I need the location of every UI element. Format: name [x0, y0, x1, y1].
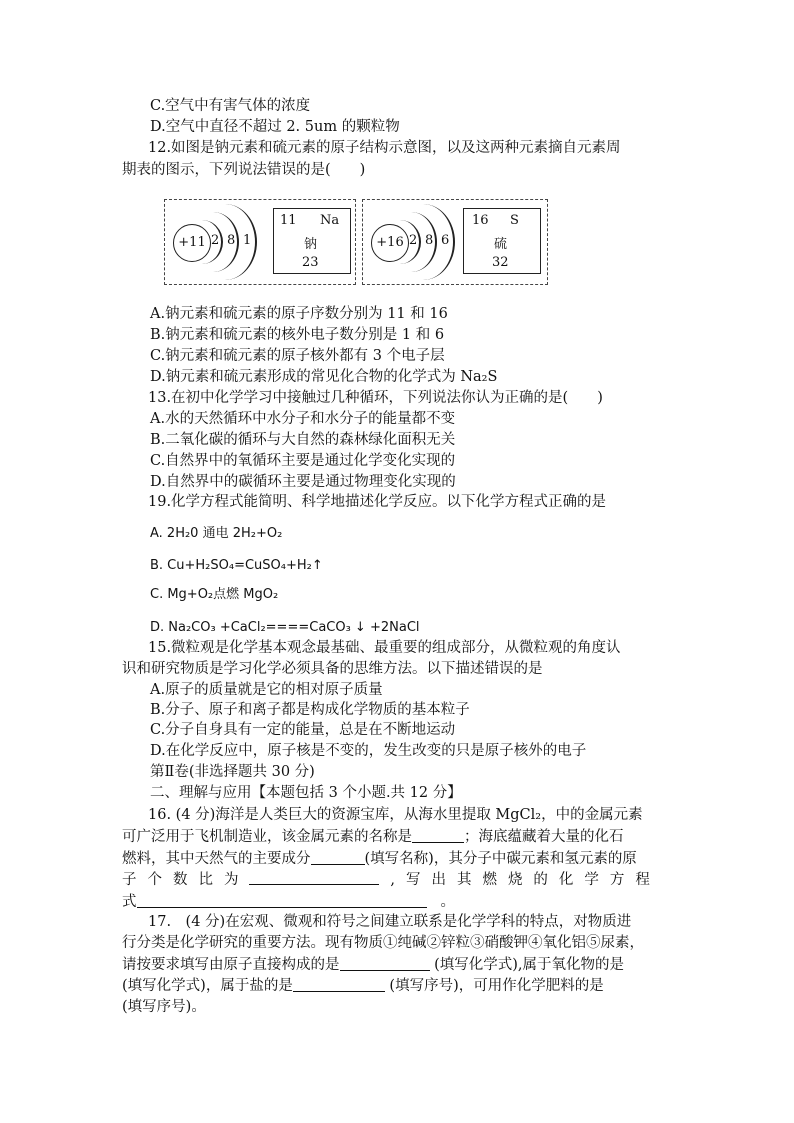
q16-char: 其: [456, 872, 472, 888]
q16-char: 个: [147, 872, 162, 888]
answer-blank[interactable]: [293, 977, 385, 992]
q12-option-b: B.钠元素和硫元素的核外电子数分别是 1 和 6: [150, 327, 445, 343]
q15-option-a: A.原子的质量就是它的相对原子质量: [150, 682, 383, 698]
q14-option-d: D. Na₂CO₃ +CaCl₂====CaCO₃ ↓ +2NaCl: [150, 620, 420, 635]
q16-line2: [122, 827, 624, 847]
q15-option-c: C.分子自身具有一定的能量，总是在不断地运动: [150, 722, 456, 738]
q15-stem-line2: 识和研究物质是学习化学必须具备的思维方法。以下描述错误的是: [122, 661, 543, 677]
q12-stem-line2: 期表的图示，下列说法错误的是( ): [122, 162, 366, 178]
q16-char: 出: [431, 872, 446, 888]
q14-option-a: A. 2H₂0 通电 2H₂+O₂: [150, 526, 283, 541]
q16-char: 数: [172, 872, 188, 888]
shell-electrons: 2: [211, 233, 220, 248]
q14-option-c: C. Mg+O₂点燃 MgO₂: [150, 587, 279, 602]
q17-text: (填写化学式),属于氧化物的是: [429, 957, 625, 973]
q16-text: 式: [122, 894, 137, 910]
q16-text: 。: [440, 894, 455, 910]
q15-option-d: D.在化学反应中，原子核是不变的，发生改变的只是原子核外的电子: [150, 743, 587, 759]
q12-option-c: C.钠元素和硫元素的原子核外都有 3 个电子层: [150, 348, 445, 364]
part2-title: 第Ⅱ卷(非选择题共 30 分): [150, 764, 315, 780]
q16-char: 为: [223, 872, 239, 888]
element-name: 钠: [304, 237, 318, 252]
q12-stem-line1: 12.如图是钠元素和硫元素的原子结构示意图，以及这两种元素摘自元素周: [148, 140, 621, 156]
q16-char: 化: [558, 872, 574, 888]
atomic-mass: 32: [492, 255, 509, 270]
q16-line3: [122, 849, 637, 869]
q16-char: 燃: [482, 872, 497, 888]
q16-line4: [122, 870, 650, 890]
q13-option-a: A.水的天然循环中水分子和水分子的能量都不变: [150, 411, 456, 427]
q11-option-d: D.空气中直径不超过 2. 5um 的颗粒物: [150, 119, 400, 135]
shell-electrons: 2: [409, 233, 418, 248]
q17-text: 请按要求填写由原子直接构成的是: [122, 957, 340, 973]
q13-option-d: D.自然界中的碳循环主要是通过物理变化实现的: [150, 474, 456, 490]
q12-option-d: D.钠元素和硫元素形成的常见化合物的化学式为 Na₂S: [150, 369, 498, 385]
element-symbol: Na: [320, 213, 340, 228]
q17-text: (填写序号)，可用作化学肥料的是: [384, 978, 604, 994]
sulfur-element-card: [463, 208, 541, 274]
part2-section-heading: 二、理解与应用【本题包括 3 个小题.共 12 分】: [150, 785, 462, 801]
q16-char: 学: [584, 872, 599, 888]
answer-blank[interactable]: [137, 893, 427, 908]
q16-char: ,: [390, 872, 396, 888]
q11-option-c: C.空气中有害气体的浓度: [150, 98, 311, 114]
q17-line1: 17. (4 分)在宏观、微观和符号之间建立联系是化学学科的特点，对物质进: [148, 914, 632, 930]
atomic-number: 16: [472, 213, 489, 228]
q16-line1: 16. (4 分)海洋是人类巨大的资源宝库，从海水里提取 MgCl₂，中的金属元素: [148, 807, 643, 823]
q17-line2: 行分类是化学研究的重要方法。现有物质①纯碱②锌粒③硝酸钾④氧化铝⑤尿素，: [122, 935, 644, 951]
shell-electrons: 1: [243, 233, 252, 248]
q16-char: 的: [533, 872, 548, 888]
element-name: 硫: [494, 237, 508, 252]
answer-blank[interactable]: [249, 870, 379, 885]
q16-char: 比: [198, 872, 213, 888]
q13-stem: 13.在初中化学学习中接触过几种循环，下列说法你认为正确的是( ): [148, 390, 603, 406]
answer-blank[interactable]: [340, 956, 430, 971]
element-symbol: S: [510, 213, 519, 228]
shell-electrons: 8: [227, 233, 236, 248]
q14-stem: 19.化学方程式能简明、科学地描述化学反应。以下化学方程式正确的是: [148, 494, 607, 510]
q13-option-b: B.二氧化碳的循环与大自然的森林绿化面积无关: [150, 432, 456, 448]
q16-line5: [122, 892, 455, 912]
q16-text: ；海底蕴藏着大量的化石: [464, 829, 624, 845]
sodium-nucleus: +11: [173, 224, 211, 262]
q16-char: 程: [635, 872, 650, 888]
q15-option-b: B.分子、原子和离子都是构成化学物质的基本粒子: [150, 702, 470, 718]
q12-option-a: A.钠元素和硫元素的原子序数分别为 11 和 16: [150, 306, 448, 322]
sulfur-panel: [362, 199, 548, 285]
atomic-mass: 23: [302, 255, 319, 270]
shell-electrons: 8: [425, 233, 434, 248]
q17-line4: [122, 976, 604, 996]
q16-char: 方: [609, 872, 625, 888]
shell-electrons: 6: [441, 233, 450, 248]
q15-stem-line1: 15.微粒观是化学基本观念最基础、最重要的组成部分，从微粒观的角度认: [148, 640, 621, 656]
q16-text: (填写名称)，其分子中碳元素和氢元素的原: [364, 851, 637, 867]
sodium-element-card: [273, 208, 351, 274]
sulfur-nucleus: +16: [371, 224, 409, 262]
answer-blank[interactable]: [311, 850, 365, 865]
q16-char: 烧: [507, 872, 523, 888]
q17-text: (填写化学式)，属于盐的是: [122, 978, 293, 994]
q13-option-c: C.自然界中的氧循环主要是通过化学变化实现的: [150, 453, 456, 469]
q16-char: 写: [406, 872, 421, 888]
q16-char: 子: [122, 872, 137, 888]
atomic-number: 11: [280, 213, 297, 228]
q16-text: 可广泛用于飞机制造业，该金属元素的名称是: [122, 829, 412, 845]
answer-blank[interactable]: [412, 828, 464, 843]
q14-option-b: B. Cu+H₂SO₄=CuSO₄+H₂↑: [150, 558, 323, 573]
q17-line3: [122, 955, 624, 975]
sodium-panel: [164, 199, 356, 285]
q17-line5: (填写序号)。: [122, 999, 206, 1015]
q16-text: 燃料，其中天然气的主要成分: [122, 851, 311, 867]
